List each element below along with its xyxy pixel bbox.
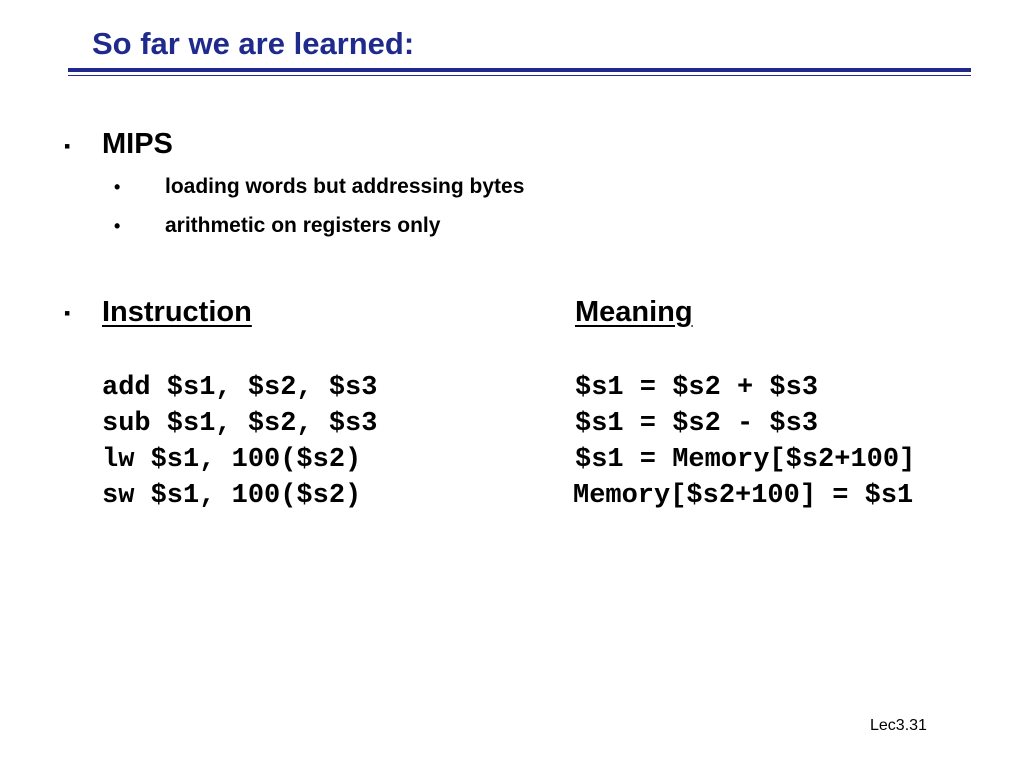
square-bullet-icon: ▪ xyxy=(64,136,71,156)
instruction-meaning: Memory[$s2+100] = $s1 xyxy=(573,481,914,511)
meaning-column-header: Meaning xyxy=(575,296,693,328)
instruction-code: add $s1, $s2, $s3 xyxy=(102,373,378,403)
mips-item: loading words but addressing bytes xyxy=(165,175,525,198)
mips-item: arithmetic on registers only xyxy=(165,214,441,237)
instruction-meaning: $s1 = Memory[$s2+100] xyxy=(575,445,916,475)
instruction-meaning: $s1 = $s2 - $s3 xyxy=(575,409,819,439)
slide-title: So far we are learned: xyxy=(92,26,415,61)
mips-heading: MIPS xyxy=(102,128,173,160)
slide-number: Lec3.31 xyxy=(870,717,927,734)
instruction-meaning: $s1 = $s2 + $s3 xyxy=(575,373,819,403)
instruction-column-header: Instruction xyxy=(102,296,252,328)
instruction-code: sw $s1, 100($s2) xyxy=(102,481,362,511)
instruction-code: lw $s1, 100($s2) xyxy=(102,445,362,475)
title-underline-thin xyxy=(68,75,971,76)
instruction-code: sub $s1, $s2, $s3 xyxy=(102,409,378,439)
square-bullet-icon: ▪ xyxy=(64,303,71,323)
title-underline-thick xyxy=(68,68,971,72)
dot-bullet-icon: • xyxy=(114,177,121,197)
dot-bullet-icon: • xyxy=(114,216,121,236)
